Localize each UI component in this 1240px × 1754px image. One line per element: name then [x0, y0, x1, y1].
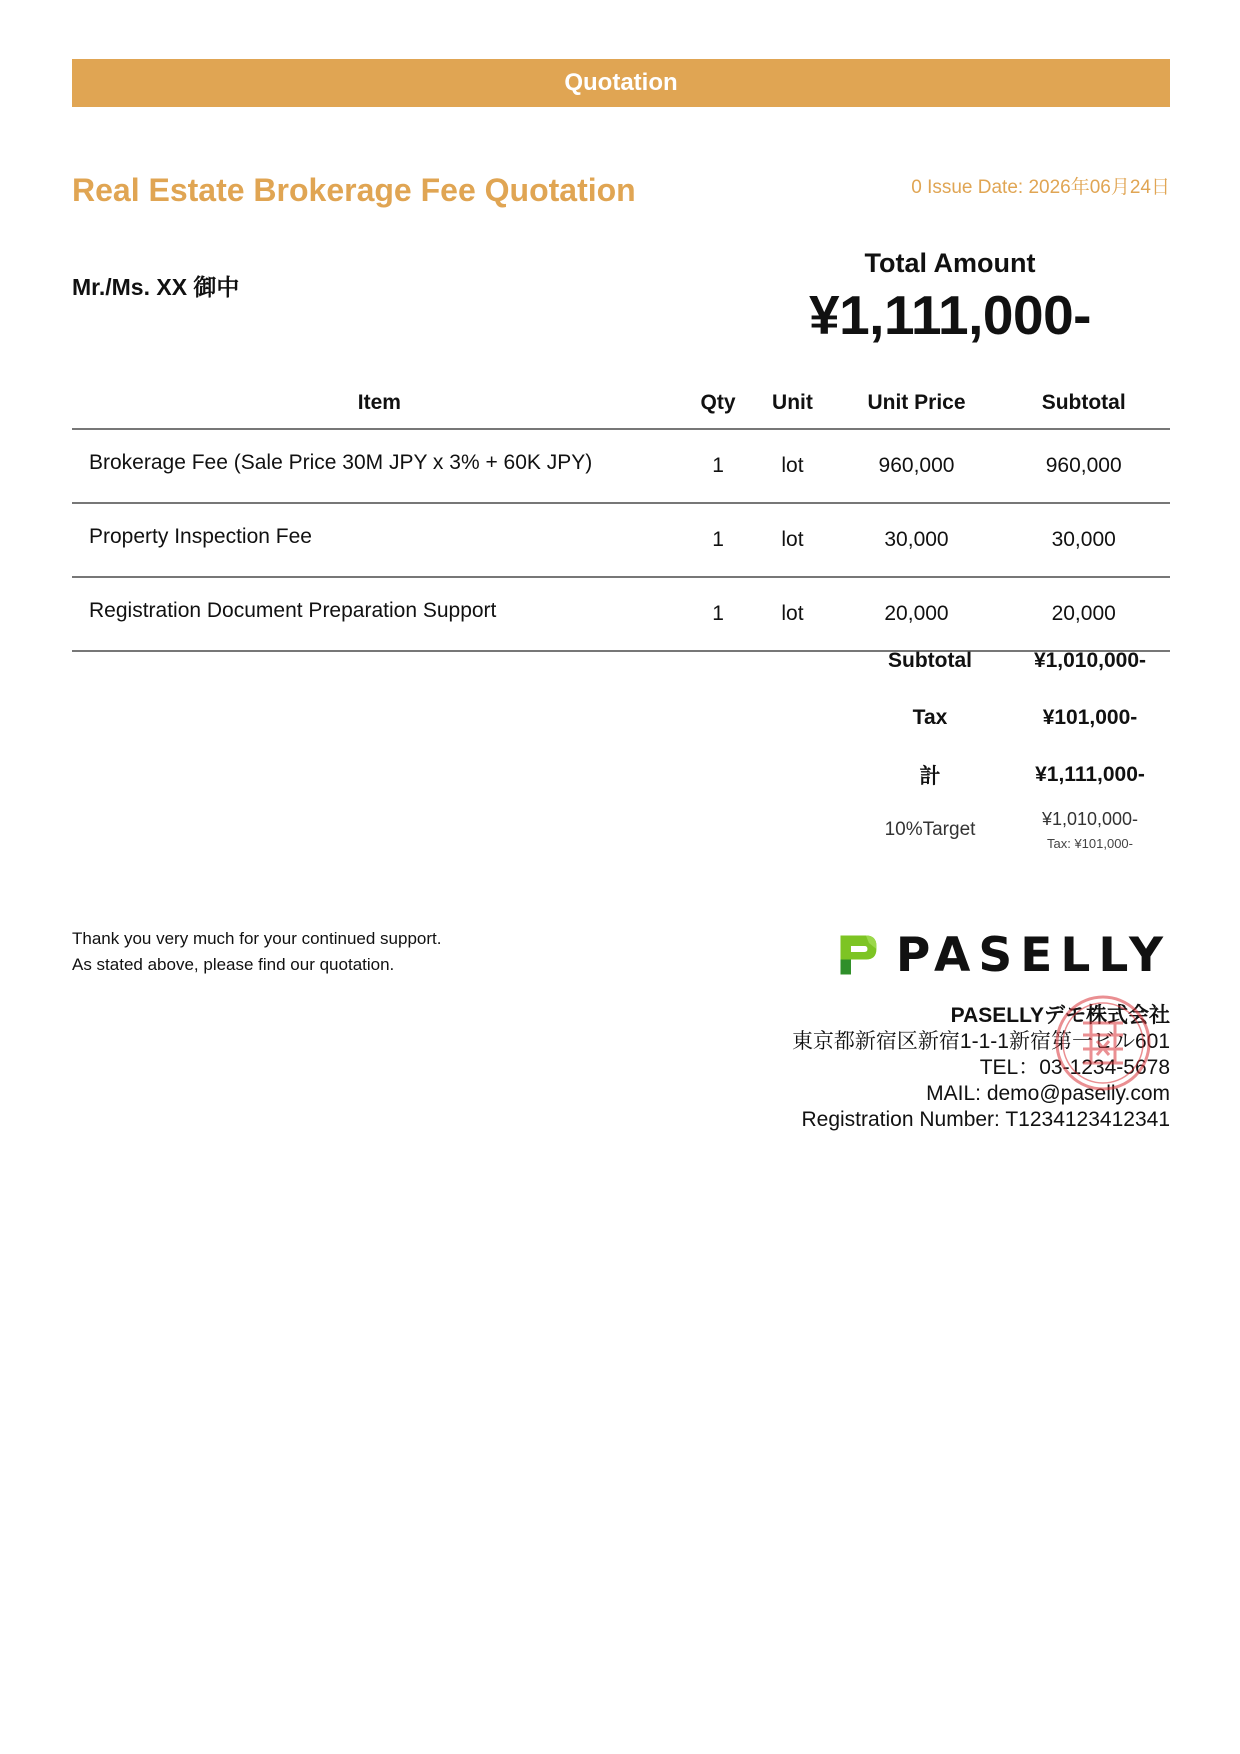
company-registration: Registration Number: T1234123412341 [801, 1108, 1170, 1131]
summary-tax-value: ¥101,000- [1042, 705, 1138, 729]
tax-target-label: 10%Target [884, 819, 976, 840]
company-address: 東京都新宿区新宿1-1-1新宿第一ビル601 [791, 1030, 1170, 1053]
column-header-item: Item [72, 377, 687, 429]
closing-message-line: As stated above, please find our quotation. [72, 955, 395, 974]
summary-subtotal-value: ¥1,010,000- [1033, 648, 1147, 672]
item-name: Registration Document Preparation Support [72, 577, 687, 651]
tax-target-values [1010, 809, 1170, 851]
item-unit-price: 20,000 [836, 577, 998, 651]
issue-date: 0 Issue Date: 2026年06月24日 [911, 177, 1170, 198]
summary-subtotal-row [850, 632, 1170, 689]
item-subtotal: 960,000 [997, 429, 1170, 503]
item-unit-price: 960,000 [836, 429, 998, 503]
recipient-name: Mr./Ms. XX 御中 [72, 274, 240, 300]
company-mail: MAIL: demo@paselly.com [926, 1082, 1170, 1105]
item-qty: 1 [687, 503, 750, 577]
item-unit: lot [749, 577, 835, 651]
closing-message [72, 926, 441, 978]
item-subtotal: 30,000 [997, 503, 1170, 577]
total-amount-value: ¥1,111,000- [808, 284, 1091, 346]
logo-wordmark: PASELLY [895, 927, 1171, 983]
table-row [72, 429, 1170, 503]
item-subtotal: 20,000 [997, 577, 1170, 651]
item-unit: lot [749, 503, 835, 577]
summary-total-value: ¥1,111,000- [1035, 762, 1145, 786]
company-name: PASELLYデモ株式会社 [950, 1004, 1170, 1027]
summary-block [850, 632, 1170, 851]
summary-tax-label: Tax [912, 705, 948, 729]
tax-target-tax: Tax: ¥101,000- [1046, 836, 1133, 851]
summary-total-label: 計 [919, 764, 941, 788]
item-name: Property Inspection Fee [72, 503, 687, 577]
item-unit: lot [749, 429, 835, 503]
item-qty: 1 [687, 429, 750, 503]
column-header-qty: Qty [687, 377, 750, 429]
tax-target-base: ¥1,010,000- [1041, 809, 1139, 829]
summary-subtotal-label: Subtotal [888, 648, 972, 672]
document-title: Real Estate Brokerage Fee Quotation [72, 172, 636, 208]
items-table [72, 377, 1170, 652]
column-header-unit-price: Unit Price [836, 377, 998, 429]
column-header-unit: Unit [749, 377, 835, 429]
pasely-logo-icon [836, 925, 878, 985]
total-amount-label: Total Amount [864, 248, 1036, 278]
company-info [792, 1003, 1170, 1133]
item-name: Brokerage Fee (Sale Price 30M JPY x 3% + 60K JPY) [72, 429, 687, 503]
column-header-subtotal: Subtotal [997, 377, 1170, 429]
company-logo [836, 924, 1171, 986]
item-unit-price: 30,000 [836, 503, 998, 577]
item-qty: 1 [687, 577, 750, 651]
table-row [72, 503, 1170, 577]
summary-tax-row [850, 689, 1170, 746]
document-banner: Quotation [72, 59, 1170, 107]
summary-total-row [850, 746, 1170, 803]
closing-message-line: Thank you very much for your continued support. [72, 929, 442, 948]
table-header-row [72, 377, 1170, 429]
company-tel: TEL：03-1234-5678 [979, 1056, 1170, 1079]
tax-target-row [850, 809, 1170, 851]
